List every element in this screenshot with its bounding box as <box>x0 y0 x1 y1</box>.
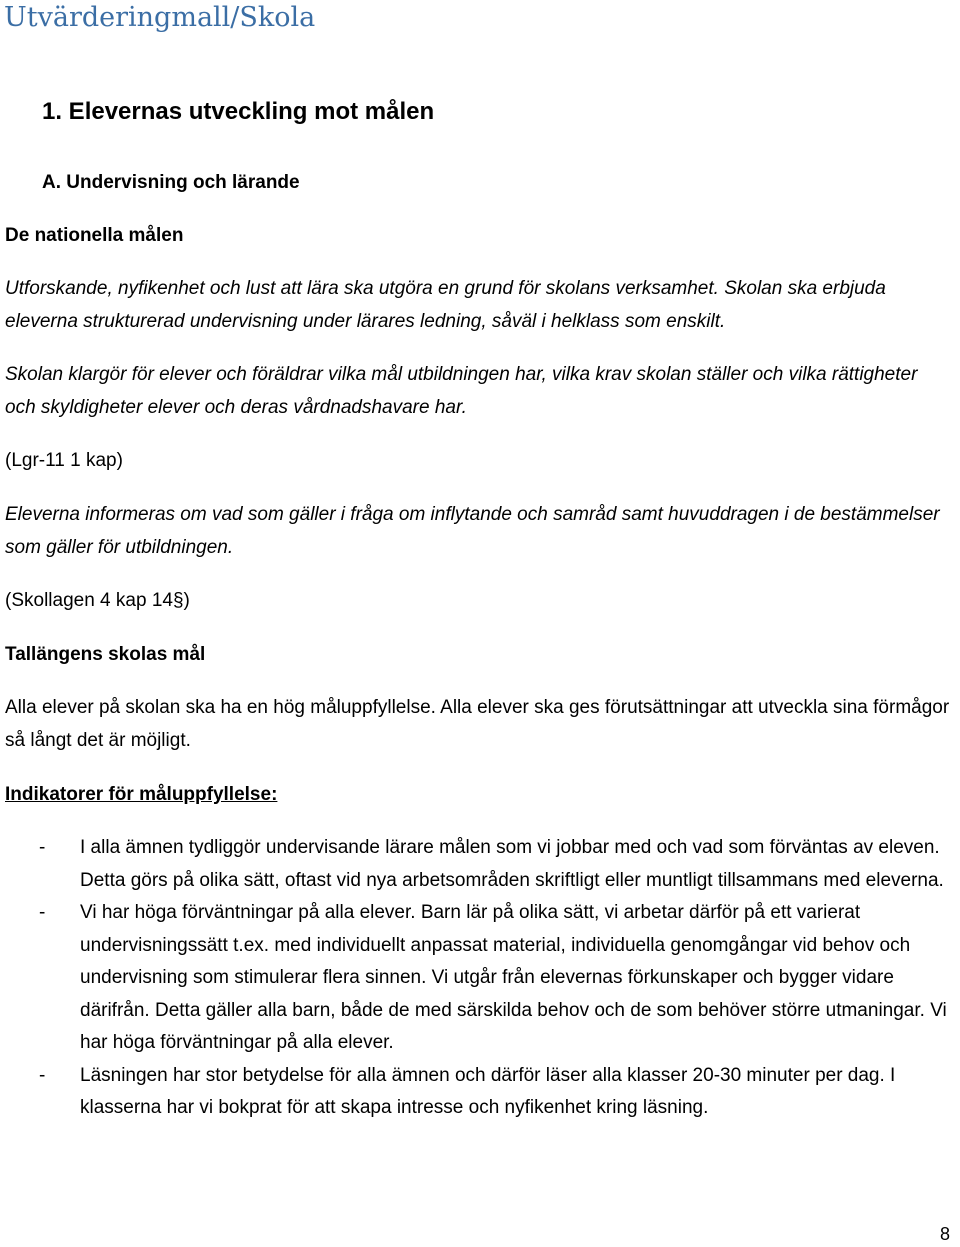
subsection-heading: A. Undervisning och lärande <box>42 172 300 193</box>
national-goals-paragraph-1: Utforskande, nyfikenhet och lust att lära ska utgöra en grund för skolans verksamhet. Skolan ska erbjuda eleverna strukturerad undervisning under lärares ledning, såväl i helklass som enskilt. <box>5 278 886 332</box>
national-goals-paragraph-3: Eleverna informeras om vad som gäller i fråga om inflytande och samråd samt huvuddragen i de bestämmelser som gäller för utbildningen. <box>5 504 940 558</box>
school-goals-paragraph: Alla elever på skolan ska ha en hög måluppfyllelse. Alla elever ska ges förutsättningar att utveckla sina förmågor så långt det är möjligt. <box>5 697 950 751</box>
reference-lgr11: (Lgr-11 1 kap) <box>5 450 123 471</box>
section-heading: 1. Elevernas utveckling mot målen <box>42 98 435 125</box>
national-goals-heading: De nationella målen <box>5 225 184 246</box>
indicator-text: I alla ämnen tydliggör undervisande lärare målen som vi jobbar med och vad som förväntas av eleven. Detta görs på olika sätt, oftast vid nya arbetsområden skriftligt eller muntligt tillsammans med eleverna. <box>80 837 944 891</box>
bullet-dash: - <box>39 1064 46 1086</box>
indicator-text: Läsningen har stor betydelse för alla ämnen och därför läser alla klasser 20-30 minuter per dag. I klasserna har vi bokprat för att skapa intresse och nyfikenhet kring läsning. <box>80 1064 896 1118</box>
page-number: 8 <box>939 1224 950 1244</box>
school-goals-heading: Tallängens skolas mål <box>5 644 206 665</box>
indicator-item <box>5 897 955 1060</box>
national-goals-paragraph-2: Skolan klargör för elever och föräldrar vilka mål utbildningen har, vilka krav skolan ställer och vilka rättigheter och skyldigheter elever och deras vårdnadshavare har. <box>5 364 918 418</box>
bullet-dash: - <box>39 902 46 923</box>
bullet-dash: - <box>39 837 46 858</box>
indicator-item <box>5 832 955 897</box>
reference-skollagen: (Skollagen 4 kap 14§) <box>5 590 190 611</box>
indicators-list <box>5 832 955 1125</box>
indicators-heading: Indikatorer för måluppfyllelse: <box>5 784 278 805</box>
document-title: Utvärderingmall/Skola <box>4 2 316 33</box>
indicator-text: Vi har höga förväntningar på alla elever. Barn lär på olika sätt, vi arbetar därför på ett varierat undervisningssätt t.ex. med individuellt anpassat material, individuella genomgångar vid behov och undervisning som stimulerar flera sinnen. Vi utgår från elevernas förkunskaper och bygger vidare därifrån. Detta gäller alla barn, både de med särskilda behov och de som behöver större utmaningar. Vi har höga förväntningar på alla elever. <box>80 902 947 1053</box>
indicator-item <box>5 1060 955 1125</box>
